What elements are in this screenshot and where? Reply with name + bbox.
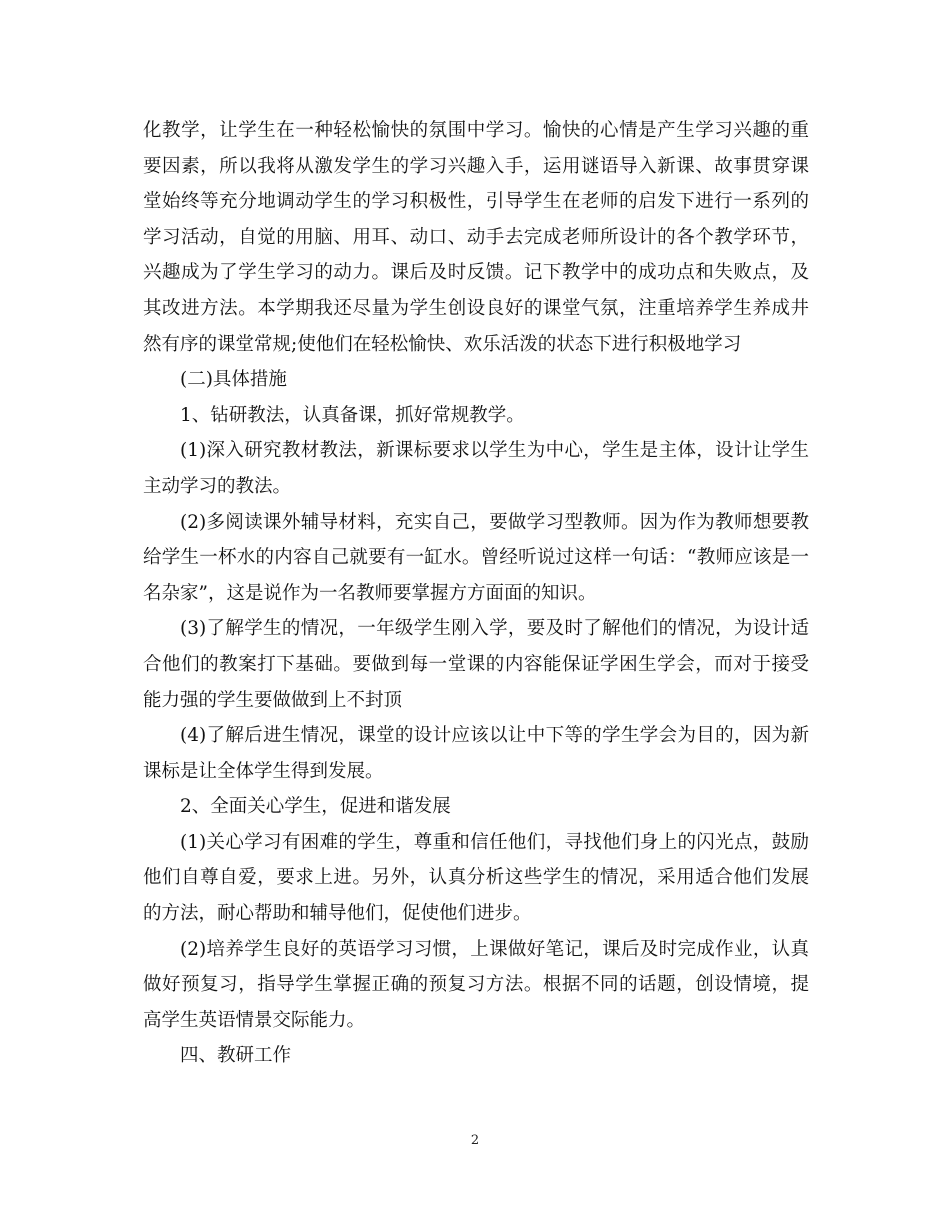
text-line: 给学生一杯水的内容自己就要有一缸水。曾经听说过这样一句话：“教师应该是一 — [143, 547, 809, 569]
text-line: 课标是让全体学生得到发展。 — [143, 760, 384, 782]
text-line: (1)关心学习有困难的学生，尊重和信任他们，寻找他们身上的闪光点，鼓励 — [180, 831, 809, 853]
text-line: 然有序的课堂常规;使他们在轻松愉快、欢乐活泼的状态下进行积极地学习 — [143, 333, 742, 355]
text-line: 堂始终等充分地调动学生的学习积极性，引导学生在老师的启发下进行一系列的 — [143, 191, 809, 213]
section-heading: (二)具体措施 — [180, 369, 287, 391]
text-line: 合他们的教案打下基础。要做到每一堂课的内容能保证学困生学会，而对于接受 — [143, 653, 809, 675]
subsection-heading: 1、钻研教法，认真备课，抓好常规教学。 — [180, 404, 525, 426]
text-line: 能力强的学生要做做到上不封顶 — [143, 689, 403, 711]
text-line: (4)了解后进生情况，课堂的设计应该以让中下等的学生学会为目的，因为新 — [180, 725, 809, 747]
text-line: 他们自尊自爱，要求上进。另外，认真分析这些学生的情况，采用适合他们发展 — [143, 867, 809, 889]
text-line: (2)多阅读课外辅导材料，充实自己，要做学习型教师。因为作为教师想要教 — [180, 511, 809, 533]
text-line: 名杂家”，这是说作为一名教师要掌握方方面面的知识。 — [143, 582, 597, 604]
text-line: 主动学习的教法。 — [143, 475, 292, 497]
text-line: 的方法，耐心帮助和辅导他们，促使他们进步。 — [143, 903, 532, 925]
page-number: 2 — [470, 1133, 480, 1148]
text-line: 高学生英语情景交际能力。 — [143, 1009, 366, 1031]
text-line: 学习活动，自觉的用脑、用耳、动口、动手去完成老师所设计的各个教学环节， — [143, 226, 809, 248]
text-line: 化教学，让学生在一种轻松愉快的氛围中学习。愉快的心情是产生学习兴趣的重 — [143, 120, 809, 141]
body-text — [143, 113, 809, 1074]
text-line: (1)深入研究教材教法，新课标要求以学生为中心，学生是主体，设计让学生 — [180, 440, 809, 462]
text-line: 做好预复习，指导学生掌握正确的预复习方法。根据不同的话题，创设情境，提 — [143, 974, 809, 996]
text-line: 要因素，所以我将从激发学生的学习兴趣入手，运用谜语导入新课、故事贯穿课 — [143, 155, 809, 177]
text-line: 兴趣成为了学生学习的动力。课后及时反馈。记下教学中的成功点和失败点，及 — [143, 262, 809, 284]
text-line: (3)了解学生的情况，一年级学生刚入学，要及时了解他们的情况，为设计适 — [180, 618, 809, 640]
subsection-heading: 2、全面关心学生，促进和谐发展 — [180, 796, 451, 818]
section-heading: 四、教研工作 — [180, 1045, 292, 1067]
text-line: (2)培养学生良好的英语学习习惯，上课做好笔记，课后及时完成作业，认真 — [180, 938, 809, 960]
text-line: 其改进方法。本学期我还尽量为学生创设良好的课堂气氛，注重培养学生养成井 — [143, 297, 809, 319]
